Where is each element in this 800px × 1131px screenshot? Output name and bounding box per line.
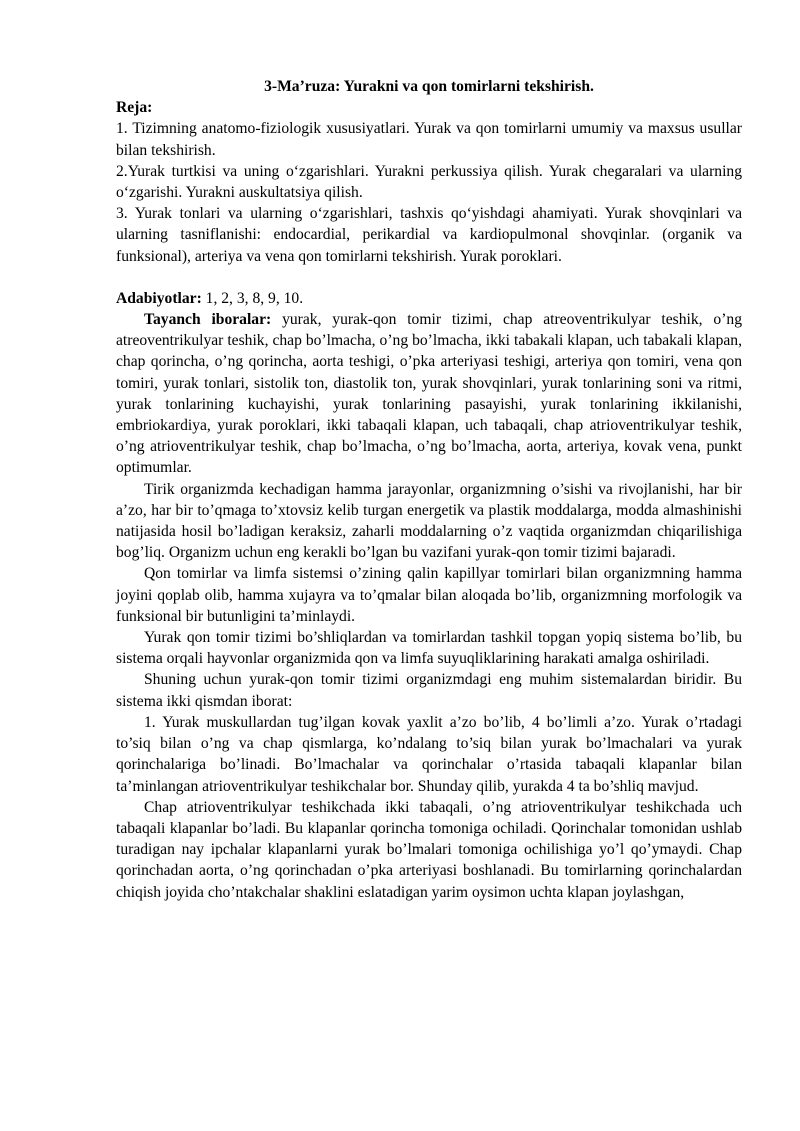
plan-item-3: 3. Yurak tonlari va ularning o‘zgarishlari, tashxis qo‘yishdagi ahamiyati. Yurak shovqinlari va ularning tasniflanishi: endocardial, perikardial va kardiopulmonal shovqinlar. (organik va funksional), arteriya va vena qon tomirlarni tekshirish. Yurak poroklari. [116, 205, 742, 265]
body-paragraph-6: Chap atrioventrikulyar teshikchada ikki tabaqali, o’ng atrioventrikulyar teshikchada uch tabaqali klapanlar bo’ladi. Bu klapanlar qorincha tomoniga ochiladi. Qorinchalar tomonidan ushlab turadigan nay ipchalar klapanlarni yurak bo’lmalari tomoniga ochilishiga yo’l qo’ymaydi. Chap qorinchadan aorta, o’ng qorinchadan o’pka arteriyasi boshlanadi. Bu tomirlarning qorinchalardan chiqish joyida cho’ntakchalar shaklini eslatadigan yarim oysimon uchta klapan joylashgan, [116, 798, 742, 901]
spacer [116, 267, 742, 288]
document-page [116, 76, 742, 903]
body-paragraph-2: Qon tomirlar va limfa sistemsi o’zining qalin kapillyar tomirlari bilan organizmning hamma joyini qoplab olib, hamma xujayra va to’qmalar bilan aloqada bo’lib, organizmning morfologik va funksional bir butunligini ta’minlaydi. [116, 565, 742, 625]
literature-value: 1, 2, 3, 8, 9, 10. [201, 289, 304, 307]
keywords-value: yurak, yurak-qon tomir tizimi, chap atreoventrikulyar teshik, o’ng atreoventrikulyar teshik, chap bo’lmacha, o’ng bo’lmacha, ikki tabakali klapan, uch tabakali klapan, chap qorincha, o’ng qorincha, aorta teshigi, o’pka arteriyasi teshigi, arteriya qon tomiri, vena qon tomiri, yurak tonlari, sistolik ton, diastolik ton, yurak shovqinlari, yurak tonlarining soni va ritmi, yurak tonlarining kuchayishi, yurak tonlarining pasayishi, yurak tonlarining ikkilanishi, embriokardiya, yurak poroklari, ikki tabaqali klapan, uch tabaqali, chap atrioventrikulyar teshik, o’ng atrioventrikulyar teshik, chap bo’lmacha, o’ng bo’lmacha, aorta, arteriya, kovak vena, punkt optimumlar. [116, 311, 742, 477]
plan-label: Reja: [116, 99, 153, 117]
literature-label: Adabiyotlar: [116, 289, 202, 307]
plan-item-2: 2.Yurak turtkisi va uning o‘zgarishlari. Yurakni perkussiya qilish. Yurak chegaralari va ularning o‘zgarishi. Yurakni auskultatsiya qilish. [116, 162, 742, 202]
keywords-label: Tayanch iboralar: [144, 311, 272, 329]
body-paragraph-5: 1. Yurak muskullardan tug’ilgan kovak yaxlit a’zo bo’lib, 4 bo’limli a’zo. Yurak o’rtadagi to’siq bilan o’ng va chap qismlarga, ko’ndalang to’siq bilan yurak bo’lmachalari va yurak qorinchalariga bo’linadi. Bo’lmachalar va qorinchalar o’rtasida tabaqali klapanlar bilan ta’minlangan atrioventrikulyar teshikchalar bor. Shunday qilib, yurakda 4 ta bo’shliq mavjud. [116, 713, 742, 795]
plan-item-1: 1. Tizimning anatomo-fiziologik xususiyatlari. Yurak va qon tomirlarni umumiy va maxsus usullar bilan tekshirish. [116, 120, 742, 159]
body-paragraph-3: Yurak qon tomir tizimi bo’shliqlardan va tomirlardan tashkil topgan yopiq sistema bo’lib, bu sistema orqali hayvonlar organizmida qon va limfa suyuqliklarining harakati amalga oshiriladi. [116, 629, 742, 668]
lecture-title: 3-Ma’ruza: Yurakni va qon tomirlarni tekshirish. [264, 78, 594, 95]
body-paragraph-1: Tirik organizmda kechadigan hamma jarayonlar, organizmning o’sishi va rivojlanishi, har bir a’zo, har bir to’qmaga to’xtovsiz kelib turgan energetik va plastik moddalarga, modda almashinishi natijasida hosil bo’ladigan keraksiz, zaharli moddalarning o’z vaqtida organizmdan chiqarilishiga bog’liq. Organizm uchun eng kerakli bo’lgan bu vazifani yurak-qon tomir tizimi bajaradi. [116, 480, 742, 562]
literature-line [116, 288, 742, 309]
keywords-paragraph [116, 309, 742, 479]
body-paragraph-4: Shuning uchun yurak-qon tomir tizimi organizmdagi eng muhim sistemalardan biridir. Bu sistema ikki qismdan iborat: [116, 671, 742, 710]
